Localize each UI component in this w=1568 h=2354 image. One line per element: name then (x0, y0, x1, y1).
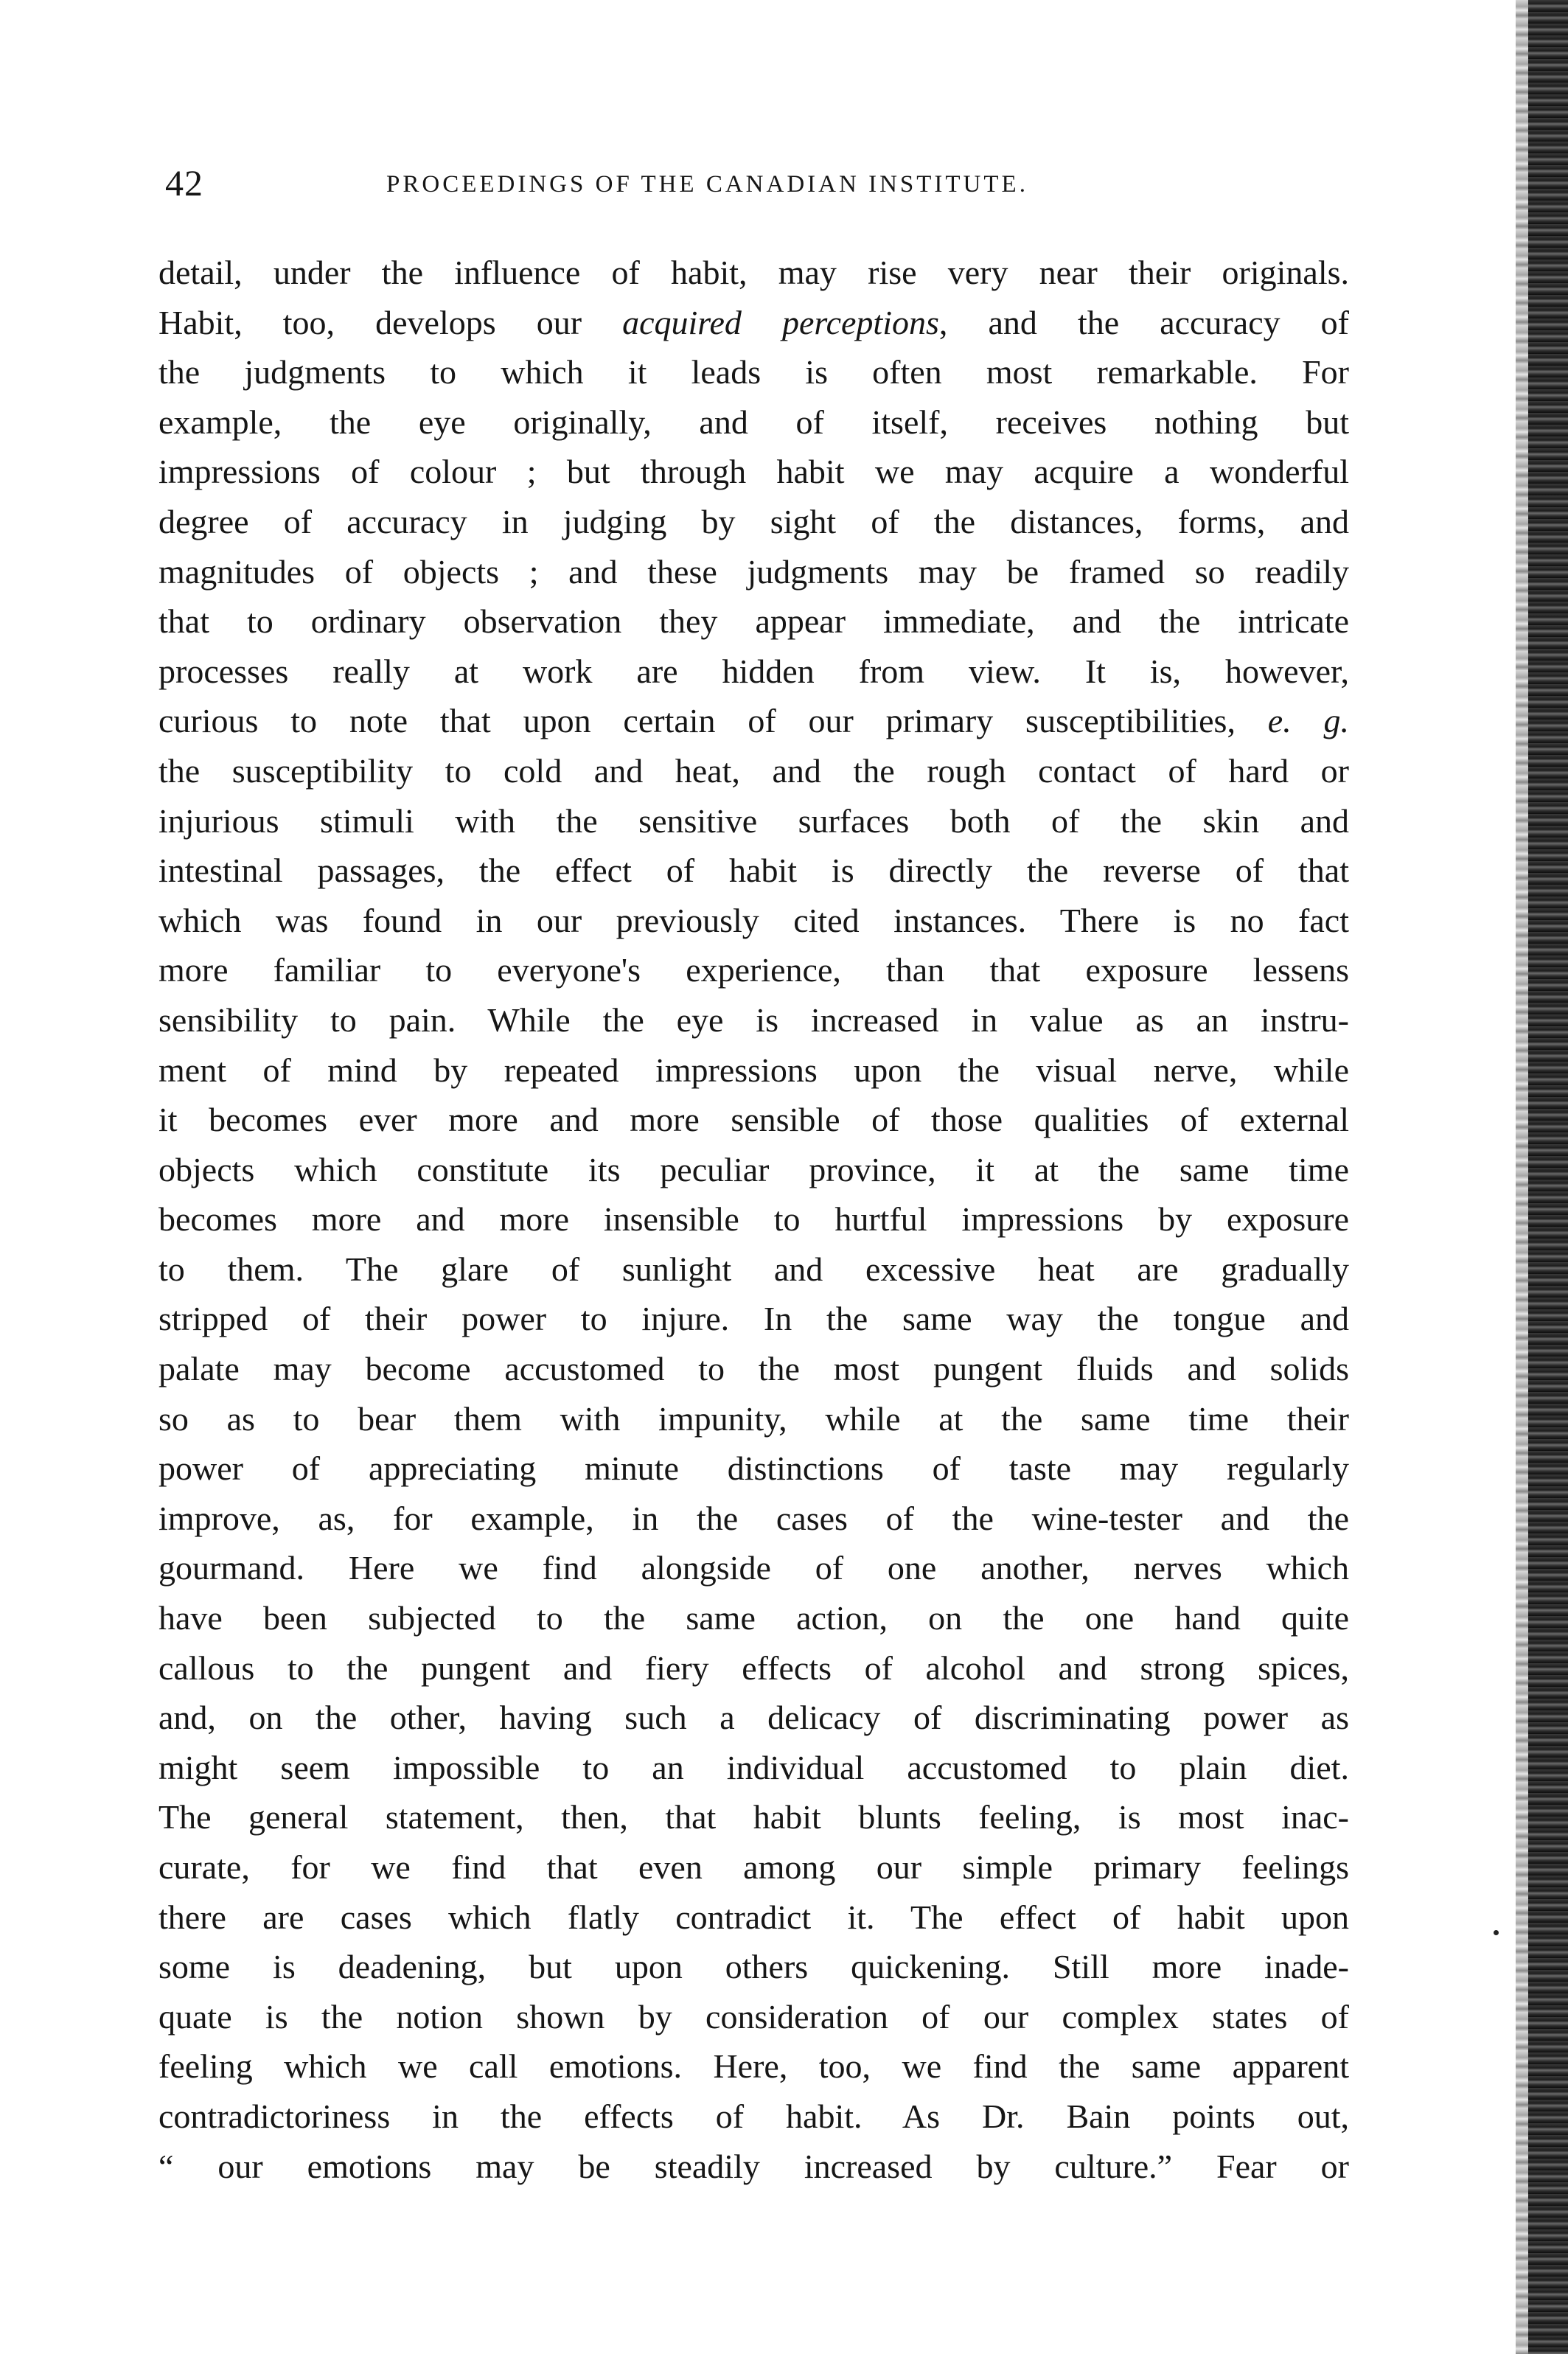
text-line: and, on the other, having such a delicacy of discriminating power as (158, 1699, 1349, 1737)
text-line (158, 696, 1349, 746)
text-line: callous to the pungent and fiery effects of alcohol and strong spices, (158, 1648, 1349, 1687)
text-line: magnitudes of objects ; and these judgments may be framed so readily (158, 552, 1349, 591)
text-line: contradictoriness in the effects of habit. As Dr. Bain points out, (158, 2097, 1349, 2135)
text-line: detail, under the influence of habit, may rise very near their originals. (158, 254, 1349, 291)
text-line: improve, as, for example, in the cases of the wine-tester and the (158, 1499, 1349, 1537)
book-binding-edge (1528, 0, 1568, 2354)
text-line: some is deadening, but upon others quickening. Still more inade- (158, 1948, 1349, 1986)
page-edge-shadow (1516, 0, 1529, 2354)
text-segment: Habit, too, develops our (158, 303, 623, 341)
text-line: processes really at work are hidden from view. It is, however, (158, 652, 1349, 690)
text-line: more familiar to everyone's experience, than that exposure lessens (158, 951, 1349, 989)
text-line: feeling which we call emotions. Here, too, we find the same apparent (158, 2047, 1349, 2086)
italic-term: e. g. (1267, 702, 1350, 740)
text-line: ment of mind by repeated impressions upon the visual nerve, while (158, 1051, 1349, 1089)
text-line: power of appreciating minute distinctions of taste may regularly (158, 1449, 1349, 1488)
text-line: becomes more and more insensible to hurtful impressions by exposure (158, 1200, 1349, 1239)
text-line (158, 298, 1349, 348)
page-header (165, 161, 1343, 212)
text-line: the susceptibility to cold and heat, and the rough contact of hard or (158, 751, 1349, 790)
ink-speck (1494, 1930, 1499, 1935)
text-line: which was found in our previously cited instances. There is no fact (158, 901, 1349, 939)
text-line: have been subjected to the same action, on the one hand quite (158, 1599, 1349, 1637)
text-line: “ our emotions may be steadily increased by culture.” Fear or (158, 2147, 1349, 2185)
text-line: curate, for we find that even among our simple primary feelings (158, 1848, 1349, 1886)
text-line: might seem impossible to an individual accustomed to plain diet. (158, 1748, 1349, 1786)
running-head: PROCEEDINGS OF THE CANADIAN INSTITUTE. (386, 171, 1028, 198)
text-line: the judgments to which it leads is often most remarkable. For (158, 353, 1349, 391)
text-line: sensibility to pain. While the eye is increased in value as an instru- (158, 1000, 1349, 1039)
text-line: impressions of colour ; but through habit we may acquire a wonderful (158, 453, 1349, 491)
text-line: to them. The glare of sunlight and excessive heat are gradually (158, 1250, 1349, 1288)
text-line: injurious stimuli with the sensitive surfaces both of the skin and (158, 801, 1349, 840)
text-line: objects which constitute its peculiar province, it at the same time (158, 1150, 1349, 1188)
text-line: gourmand. Here we find alongside of one another, nerves which (158, 1549, 1349, 1587)
body-text (158, 248, 1349, 2191)
page-number: 42 (165, 162, 203, 203)
text-line: that to ordinary observation they appear immediate, and the intricate (158, 602, 1349, 641)
text-line: there are cases which flatly contradict it. The effect of habit upon (158, 1898, 1349, 1936)
text-line: palate may become accustomed to the most pungent fluids and solids (158, 1350, 1349, 1388)
italic-term: acquired perceptions (622, 303, 939, 341)
text-line: it becomes ever more and more sensible of those qualities of external (158, 1101, 1349, 1139)
text-segment: , and the accuracy of (938, 303, 1350, 341)
text-line: degree of accuracy in judging by sight of the distances, forms, and (158, 502, 1349, 540)
text-line: example, the eye originally, and of itself, receives nothing but (158, 403, 1349, 441)
text-line: so as to bear them with impunity, while at the same time their (158, 1399, 1349, 1438)
text-line: The general statement, then, that habit blunts feeling, is most inac- (158, 1798, 1349, 1836)
text-segment: curious to note that upon certain of our primary susceptibilities, (158, 702, 1268, 740)
text-line: stripped of their power to injure. In the same way the tongue and (158, 1300, 1349, 1338)
text-line: quate is the notion shown by consideration of our complex states of (158, 1997, 1349, 2036)
text-line: intestinal passages, the effect of habit is directly the reverse of that (158, 852, 1349, 890)
